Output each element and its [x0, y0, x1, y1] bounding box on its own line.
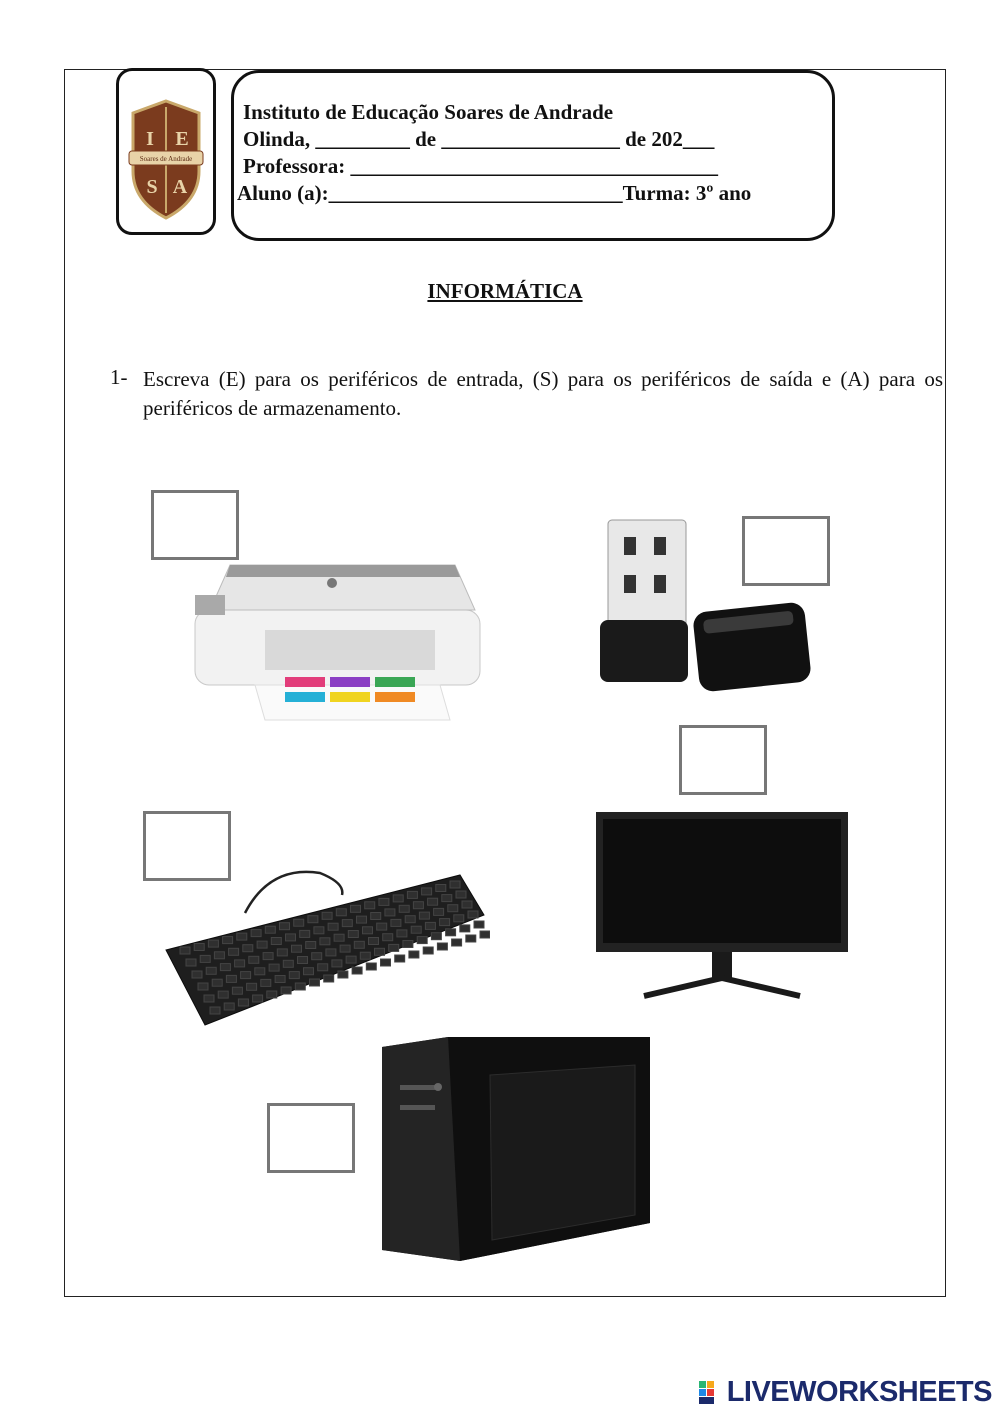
keyboard-key	[405, 916, 415, 923]
keyboard-key	[247, 983, 257, 990]
school-name: Instituto de Educação Soares de Andrade	[243, 100, 614, 124]
keyboard-key	[310, 979, 320, 986]
keyboard-key	[411, 926, 421, 933]
keyboard-key	[214, 952, 224, 959]
keyboard-key	[460, 925, 470, 932]
keyboard-key	[224, 1003, 234, 1010]
keyboard-key	[308, 916, 318, 923]
keyboard-key	[281, 987, 291, 994]
date-line[interactable]: Olinda, _________ de _________________ de 202___	[243, 127, 715, 151]
keyboard-key	[422, 888, 432, 895]
keyboard-key	[289, 972, 299, 979]
keyboard-key	[446, 929, 456, 936]
keyboard-key	[389, 944, 399, 951]
keyboard-key	[238, 999, 248, 1006]
keyboard-key	[269, 964, 279, 971]
keyboard-key	[360, 952, 370, 959]
keyboard-key	[395, 955, 405, 962]
keyboard-key	[223, 937, 233, 944]
keyboard-key	[417, 937, 427, 944]
keyboard-key	[413, 902, 423, 909]
usb-drive-image	[596, 515, 816, 695]
keyboard-key	[200, 955, 210, 962]
question-text: Escreva (E) para os periféricos de entrada, (S) para os periféricos de saída e (A) para os periféricos de armazenamento.	[143, 367, 943, 420]
liveworksheets-watermark	[699, 1376, 992, 1409]
keyboard-key	[466, 935, 476, 942]
keyboard-key	[434, 908, 444, 915]
keyboard-key	[292, 945, 302, 952]
keyboard-key	[263, 953, 273, 960]
keyboard-key	[407, 891, 417, 898]
keyboard-key	[294, 919, 304, 926]
keyboard-key	[456, 891, 466, 898]
keyboard-key	[352, 967, 362, 974]
keyboard-key	[452, 939, 462, 946]
keyboard-key	[204, 995, 214, 1002]
keyboard-key	[366, 963, 376, 970]
keyboard-key	[357, 916, 367, 923]
keyboard-key	[340, 945, 350, 952]
keyboard-key	[440, 919, 450, 926]
keyboard-key	[198, 983, 208, 990]
keyboard-key	[306, 942, 316, 949]
keyboard-image	[160, 855, 490, 1035]
keyboard-key	[261, 979, 271, 986]
keyboard-key	[425, 922, 435, 929]
keyboard-key	[249, 956, 259, 963]
keyboard-key	[314, 927, 324, 934]
keyboard-key	[241, 972, 251, 979]
logo-letter-i: I	[146, 128, 154, 150]
keyboard-key	[237, 933, 247, 940]
answer-box-printer[interactable]	[151, 490, 239, 560]
keyboard-key	[354, 941, 364, 948]
keyboard-key	[371, 913, 381, 920]
keyboard-key	[391, 919, 401, 926]
logo-box	[116, 68, 216, 235]
question-number: 1-	[110, 365, 128, 389]
keyboard-key	[232, 987, 242, 994]
keyboard-key	[332, 960, 342, 967]
keyboard-key	[468, 911, 478, 918]
logo-letter-s: S	[146, 176, 158, 198]
keyboard-key	[334, 934, 344, 941]
keyboard-key	[369, 938, 379, 945]
page-title: INFORMÁTICA	[427, 279, 583, 303]
keyboard-key	[286, 934, 296, 941]
keyboard-key	[277, 949, 287, 956]
keyboard-key	[338, 971, 348, 978]
keyboard-key	[212, 979, 222, 986]
keyboard-key	[265, 926, 275, 933]
keyboard-key	[399, 905, 409, 912]
keyboard-key	[186, 959, 196, 966]
keyboard-key	[251, 930, 261, 937]
keyboard-key	[336, 909, 346, 916]
liveworksheets-logo-icon	[699, 1381, 723, 1405]
answer-box-monitor[interactable]	[679, 725, 767, 795]
keyboard-key	[267, 991, 277, 998]
keyboard-key	[351, 905, 361, 912]
keyboard-key	[365, 902, 375, 909]
keyboard-key	[381, 959, 391, 966]
logo-letter-a: A	[172, 176, 188, 198]
keyboard-key	[431, 933, 441, 940]
keyboard-key	[243, 945, 253, 952]
keyboard-key	[342, 920, 352, 927]
keyboard-key	[450, 881, 460, 888]
keyboard-key	[257, 941, 267, 948]
keyboard-key	[295, 983, 305, 990]
keyboard-key	[298, 957, 308, 964]
keyboard-key	[462, 901, 472, 908]
keyboard-key	[437, 943, 447, 950]
computer-case-image	[380, 1035, 652, 1263]
keyboard-key	[428, 898, 438, 905]
keyboard-key	[320, 938, 330, 945]
keyboard-key	[326, 949, 336, 956]
keyboard-key	[271, 938, 281, 945]
keyboard-key	[304, 968, 314, 975]
school-crest-logo	[119, 71, 213, 232]
keyboard-key	[419, 912, 429, 919]
keyboard-key	[423, 947, 433, 954]
keyboard-key	[393, 895, 403, 902]
monitor-image	[594, 810, 850, 1000]
keyboard-key	[300, 930, 310, 937]
keyboard-key	[226, 975, 236, 982]
keyboard-key	[454, 915, 464, 922]
keyboard-key	[192, 971, 202, 978]
keyboard-key	[363, 927, 373, 934]
logo-ribbon-text: Soares de Andrade	[139, 155, 193, 163]
keyboard-key	[383, 934, 393, 941]
teacher-line[interactable]: Professora: ___________________________________	[243, 154, 718, 178]
keyboard-key	[474, 921, 484, 928]
keyboard-key	[397, 930, 407, 937]
keyboard-key	[218, 991, 228, 998]
printer-image	[190, 555, 490, 725]
keyboard-key	[210, 1007, 220, 1014]
keyboard-key	[275, 976, 285, 983]
answer-box-computer-case[interactable]	[267, 1103, 355, 1173]
keyboard-key	[220, 964, 230, 971]
student-line[interactable]: Aluno (a):____________________________Turma: 3º ano	[237, 181, 752, 205]
keyboard-key	[180, 947, 190, 954]
keyboard-key	[328, 923, 338, 930]
keyboard-key	[375, 948, 385, 955]
keyboard-key	[235, 960, 245, 967]
keyboard-key	[480, 931, 490, 938]
keyboard-key	[283, 960, 293, 967]
logo-letter-e: E	[175, 128, 189, 150]
keyboard-key	[318, 964, 328, 971]
keyboard-key	[442, 895, 452, 902]
keyboard-key	[322, 912, 332, 919]
keyboard-key	[409, 951, 419, 958]
keyboard-key	[253, 995, 263, 1002]
keyboard-key	[348, 931, 358, 938]
keyboard-key	[377, 923, 387, 930]
keyboard-key	[436, 885, 446, 892]
keyboard-key	[206, 967, 216, 974]
keyboard-key	[208, 940, 218, 947]
keyboard-key	[255, 968, 265, 975]
liveworksheets-text: LIVEWORKSHEETS	[726, 1376, 992, 1408]
keyboard-key	[448, 905, 458, 912]
keyboard-key	[312, 953, 322, 960]
keyboard-key	[346, 956, 356, 963]
keyboard-key	[229, 948, 239, 955]
keyboard-key	[324, 975, 334, 982]
keyboard-key	[379, 898, 389, 905]
keyboard-key	[385, 909, 395, 916]
keyboard-key	[403, 941, 413, 948]
keyboard-key	[280, 923, 290, 930]
keyboard-key	[194, 944, 204, 951]
